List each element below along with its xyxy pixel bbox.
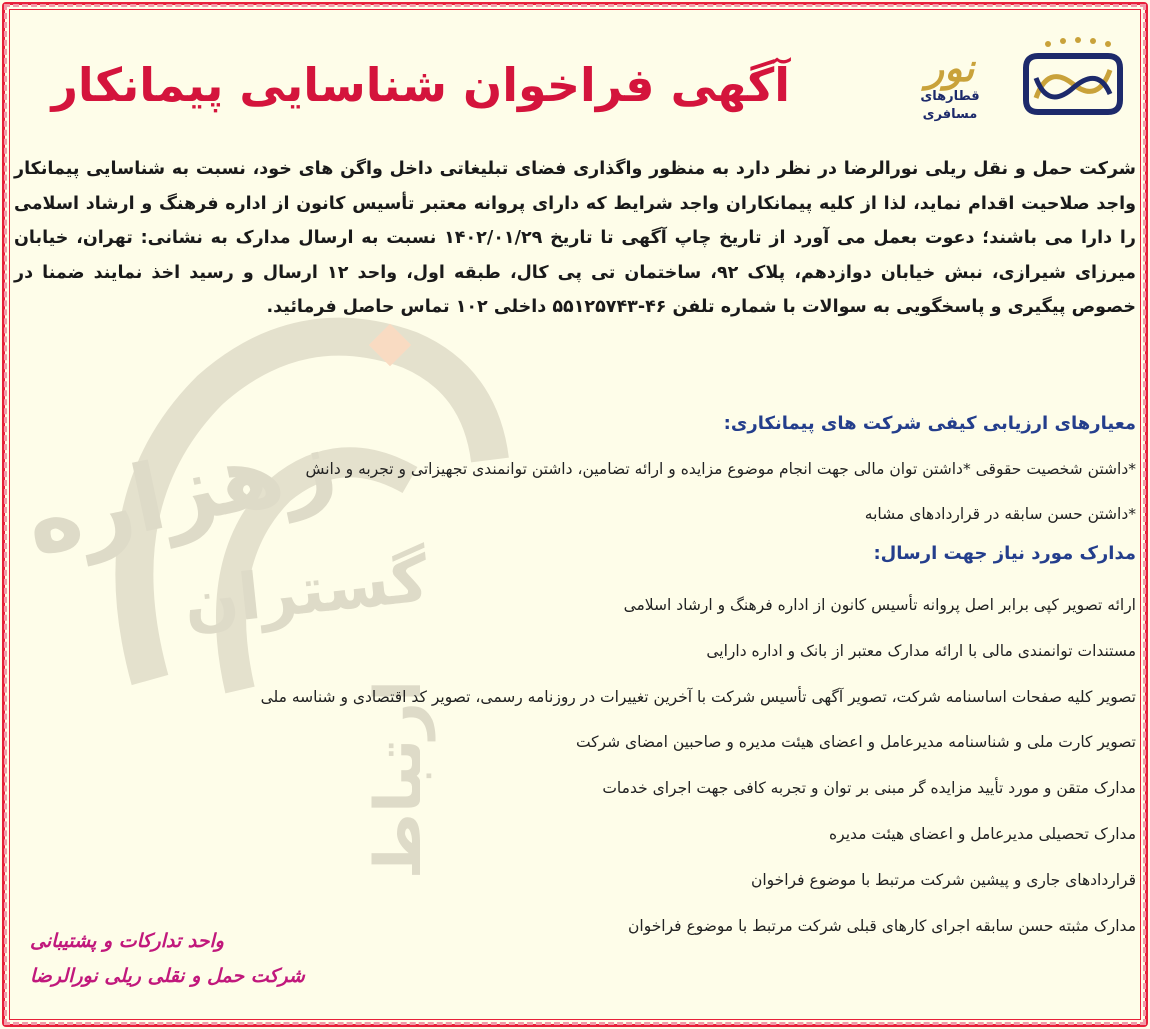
- list-item: تصویر کارت ملی و شناسنامه مدیرعامل و اعضای هیئت مدیره و صاحبین امضای شرکت: [575, 733, 1136, 752]
- watermark-text-3: ارتباط: [362, 680, 436, 880]
- list-item: مدارک مثبته حسن سابقه اجرای کارهای قبلی شرکت مرتبط با موضوع فراخوان: [628, 916, 1136, 935]
- list-item: مدارک تحصیلی مدیرعامل و اعضای هیئت مدیره: [829, 824, 1136, 843]
- list-item: مستندات توانمندی مالی با ارائه مدارک معتبر از بانک و اداره دارایی: [706, 641, 1136, 660]
- watermark-text-2: گستران: [180, 542, 432, 642]
- brand-subtitle: قطارهای مسافری: [920, 89, 980, 122]
- brand-name: نور: [925, 45, 975, 90]
- documents-list: [14, 583, 1136, 949]
- documents-heading: مدارک مورد نیاز جهت ارسال:: [873, 543, 1136, 564]
- signature-company: شرکت حمل و نقلی ریلی نورالرضا: [30, 965, 305, 987]
- list-item: قراردادهای جاری و پیشین شرکت مرتبط با موضوع فراخوان: [750, 870, 1136, 889]
- intro-paragraph: شرکت حمل و نقل ریلی نورالرضا در نظر دارد به منظور واگذاری فضای تبلیغاتی داخل واگن های خود، نسبت به شناسایی پیمانکار واجد صلاحیت اقدام نماید، لذا از کلیه پیمانکاران واجد شرایط که دارای پروانه معتبر تأسیس کانون از اداره فرهنگ و ارشاد اسلامی را دارا می باشند؛ دعوت بعمل می آورد از تاریخ چاپ آگهی تا تاریخ ۱۴۰۲/۰۱/۲۹ نسبت به ارسال مدارک به نشانی: تهران، خیابان میرزای شیرازی، نبش خیابان دوازدهم، پلاک ۹۲، ساختمان تی پی کال، طبقه اول، واحد ۱۲ ارسال و رسید اخذ نمایند ضمنا در خصوص پیگیری و پاسخگویی به سوالات با شماره تلفن ۴۶-۵۵۱۲۵۷۴۳ داخلی ۱۰۲ تماس حاصل فرمائید.: [14, 159, 1136, 317]
- list-item: مدارک متقن و مورد تأیید مزایده گر مبنی بر توان و تجربه کافی جهت اجرای خدمات: [602, 779, 1136, 798]
- signature-unit: واحد تدارکات و پشتیبانی: [30, 930, 224, 952]
- list-item: تصویر کلیه صفحات اساسنامه شرکت، تصویر آگهی تأسیس شرکت با آخرین تغییرات در روزنامه رسمی، تصویر کد اقتصادی و شناسه ملی: [260, 687, 1136, 706]
- page-title: آگهی فراخوان شناسایی پیمانکار: [51, 58, 790, 112]
- criteria-line-1: *داشتن شخصیت حقوقی *داشتن توان مالی جهت انجام موضوع مزایده و ارائه تضامین، داشتن توانمندی تجهیزاتی و تجربه و دانش: [305, 460, 1136, 478]
- company-emblem-logo: [1018, 38, 1128, 118]
- criteria-heading: معیارهای ارزیابی کیفی شرکت های پیمانکاری:: [723, 413, 1136, 434]
- watermark-text-1: زهزاره: [16, 406, 345, 577]
- criteria-line-2: *داشتن حسن سابقه در قراردادهای مشابه: [864, 505, 1136, 523]
- brand-logo: [895, 45, 1005, 122]
- list-item: ارائه تصویر کپی برابر اصل پروانه تأسیس کانون از اداره فرهنگ و ارشاد اسلامی: [623, 596, 1136, 614]
